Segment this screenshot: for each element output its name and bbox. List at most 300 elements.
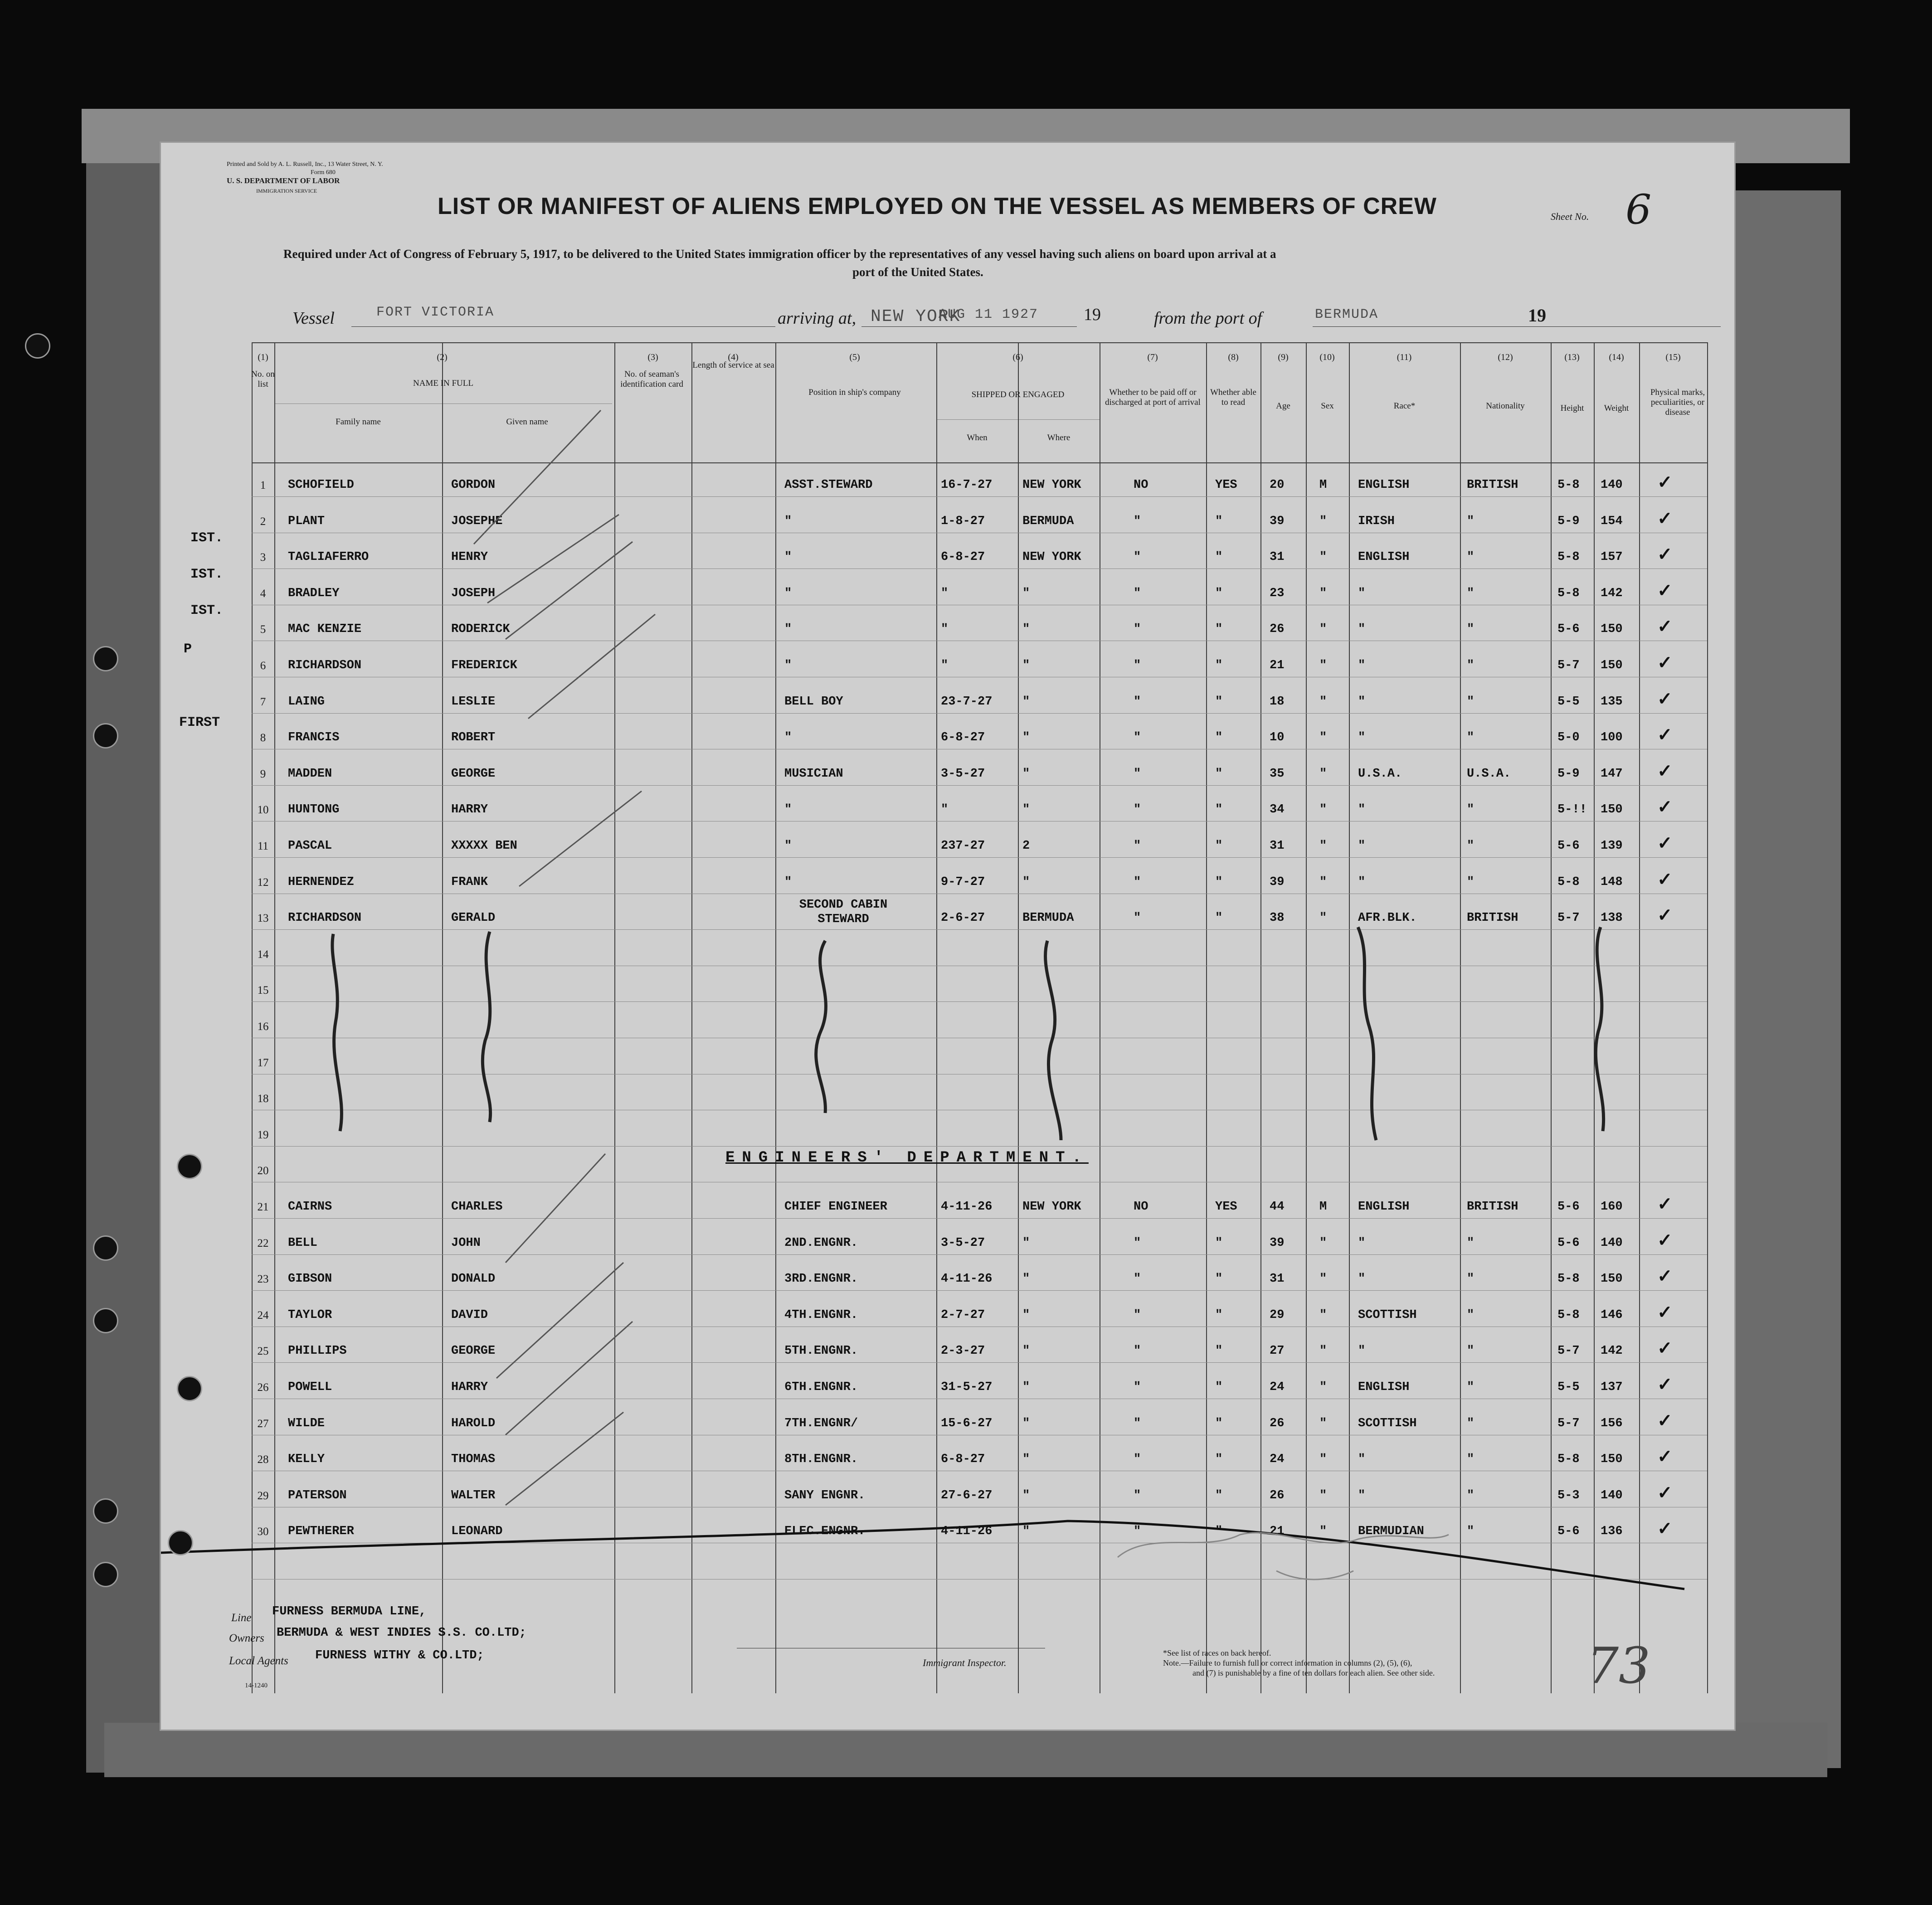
position-cell: " xyxy=(784,550,792,564)
given-name-cell: HAROLD xyxy=(451,1416,496,1430)
sex-cell: M xyxy=(1319,478,1327,492)
age-cell: 24 xyxy=(1270,1453,1285,1467)
check-mark: ✓ xyxy=(1657,724,1673,745)
weight-cell: 150 xyxy=(1601,659,1623,672)
back-sheet-left xyxy=(86,122,168,1773)
row-number: 6 xyxy=(260,660,266,672)
where-cell: 2 xyxy=(1022,839,1030,853)
check-mark: ✓ xyxy=(1657,905,1673,926)
when-cell: 6-8-27 xyxy=(941,550,985,564)
header-id-card: No. of seaman's identification card xyxy=(620,369,683,389)
family-name-cell: RICHARDSON xyxy=(288,911,362,925)
height-cell: 5-6 xyxy=(1557,1525,1580,1539)
position-cell: " xyxy=(784,875,792,889)
age-cell: 27 xyxy=(1270,1344,1285,1358)
row-number: 30 xyxy=(257,1526,269,1538)
sex-cell: " xyxy=(1319,1380,1327,1394)
given-name-cell: GORDON xyxy=(451,478,496,492)
race-cell: " xyxy=(1358,622,1366,637)
race-cell: AFR.BLK. xyxy=(1358,911,1417,925)
where-cell: " xyxy=(1022,1525,1030,1539)
position-cell: " xyxy=(784,731,792,745)
where-cell: " xyxy=(1022,1488,1030,1502)
weight-cell: 154 xyxy=(1601,514,1623,528)
nationality-cell: " xyxy=(1467,1344,1475,1358)
check-mark: ✓ xyxy=(1657,1266,1673,1287)
sex-cell: " xyxy=(1319,911,1327,925)
where-cell: NEW YORK xyxy=(1022,478,1081,492)
height-cell: 5-6 xyxy=(1557,622,1580,637)
header-physical: Physical marks, peculiarities, or disease xyxy=(1650,388,1705,417)
able-read-cell: " xyxy=(1215,731,1223,745)
manifest-title: LIST OR MANIFEST OF ALIENS EMPLOYED ON THE VESSEL AS MEMBERS OF CREW xyxy=(438,193,1437,219)
race-cell: IRISH xyxy=(1358,514,1395,528)
binder-hole xyxy=(93,1235,118,1261)
header-name-in-full: NAME IN FULL xyxy=(413,379,473,388)
position-cell: " xyxy=(784,659,792,672)
weight-cell: 157 xyxy=(1601,550,1623,564)
binder-hole xyxy=(93,1562,118,1587)
able-read-cell: " xyxy=(1215,1525,1223,1539)
given-name-cell: ROBERT xyxy=(451,731,496,745)
binder-hole xyxy=(93,723,118,748)
race-cell: " xyxy=(1358,803,1366,817)
sex-cell: " xyxy=(1319,695,1327,709)
line-label: Line xyxy=(231,1612,252,1624)
header-age: Age xyxy=(1276,401,1290,411)
position-cell: " xyxy=(784,839,792,853)
row-number: 13 xyxy=(257,912,269,925)
sex-cell: " xyxy=(1319,1525,1327,1539)
position-cell: 7TH.ENGNR/ xyxy=(784,1416,858,1430)
able-read-cell: " xyxy=(1215,1236,1223,1250)
able-read-cell: YES xyxy=(1215,1200,1237,1214)
position-cell: CHIEF ENGINEER xyxy=(784,1200,887,1214)
row-number: 24 xyxy=(257,1309,269,1322)
where-cell: " xyxy=(1022,767,1030,781)
weight-cell: 140 xyxy=(1601,1488,1623,1502)
weight-cell: 150 xyxy=(1601,1453,1623,1467)
column-number: (13) xyxy=(1564,352,1580,362)
weight-cell: 148 xyxy=(1601,875,1623,889)
able-read-cell: " xyxy=(1215,1308,1223,1322)
when-cell: 31-5-27 xyxy=(941,1380,993,1394)
age-cell: 21 xyxy=(1270,659,1285,672)
paid-off-cell: " xyxy=(1134,659,1141,672)
given-name-cell: LEONARD xyxy=(451,1525,503,1539)
row-number: 10 xyxy=(257,804,269,816)
weight-cell: 142 xyxy=(1601,586,1623,600)
given-name-cell: JOHN xyxy=(451,1236,481,1250)
race-cell: " xyxy=(1358,659,1366,672)
age-cell: 10 xyxy=(1270,731,1285,745)
paid-off-cell: " xyxy=(1134,622,1141,637)
race-cell: " xyxy=(1358,1344,1366,1358)
where-cell: " xyxy=(1022,586,1030,600)
check-mark: ✓ xyxy=(1657,1230,1673,1250)
check-mark: ✓ xyxy=(1657,652,1673,673)
given-name-cell: GERALD xyxy=(451,911,496,925)
binder-hole xyxy=(177,1376,202,1401)
weight-cell: 137 xyxy=(1601,1380,1623,1394)
able-read-cell: " xyxy=(1215,875,1223,889)
position-cell: BELL BOY xyxy=(784,695,843,709)
family-name-cell: PEWTHERER xyxy=(288,1525,354,1539)
binder-hole xyxy=(25,333,50,359)
paid-off-cell: " xyxy=(1134,1344,1141,1358)
able-read-cell: " xyxy=(1215,550,1223,564)
family-name-cell: RICHARDSON xyxy=(288,659,362,672)
section-heading: ENGINEERS' DEPARTMENT. xyxy=(725,1149,1089,1166)
height-cell: 5-7 xyxy=(1557,659,1580,672)
row-number: 2 xyxy=(260,515,266,528)
where-cell: " xyxy=(1022,1308,1030,1322)
when-cell: 9-7-27 xyxy=(941,875,985,889)
height-cell: 5-8 xyxy=(1557,550,1580,564)
row-number: 12 xyxy=(257,876,269,889)
where-cell: " xyxy=(1022,659,1030,672)
family-name-cell: HERNENDEZ xyxy=(288,875,354,889)
position-cell: SECOND CABIN STEWARD xyxy=(799,898,888,927)
check-mark: ✓ xyxy=(1657,544,1673,565)
race-cell: U.S.A. xyxy=(1358,767,1402,781)
given-name-cell: DONALD xyxy=(451,1272,496,1286)
where-cell: NEW YORK xyxy=(1022,1200,1081,1214)
able-read-cell: " xyxy=(1215,1272,1223,1286)
age-cell: 23 xyxy=(1270,586,1285,600)
check-mark: ✓ xyxy=(1657,797,1673,817)
family-name-cell: MAC KENZIE xyxy=(288,622,362,637)
service-name: IMMIGRATION SERVICE xyxy=(256,188,317,194)
sex-cell: " xyxy=(1319,1488,1327,1502)
race-cell: " xyxy=(1358,1488,1366,1502)
when-cell: 237-27 xyxy=(941,839,985,853)
sex-cell: " xyxy=(1319,659,1327,672)
height-cell: 5-8 xyxy=(1557,478,1580,492)
nationality-cell: " xyxy=(1467,1488,1475,1502)
paid-off-cell: " xyxy=(1134,911,1141,925)
paid-off-cell: " xyxy=(1134,695,1141,709)
check-mark: ✓ xyxy=(1657,472,1673,492)
where-cell: " xyxy=(1022,1380,1030,1394)
nationality-cell: " xyxy=(1467,695,1475,709)
given-name-cell: FRANK xyxy=(451,875,488,889)
age-cell: 31 xyxy=(1270,1272,1285,1286)
ditto-strokes xyxy=(161,143,1734,1730)
paid-off-cell: " xyxy=(1134,1308,1141,1322)
family-name-cell: BRADLEY xyxy=(288,586,340,600)
subtitle-line-1: Required under Act of Congress of February 5, 1917, to be delivered to the United States immigration officer by the representatives of any vessel having such aliens on board upon arrival at a xyxy=(283,247,1276,261)
race-cell: SCOTTISH xyxy=(1358,1308,1417,1322)
height-cell: 5-3 xyxy=(1557,1488,1580,1502)
row-number: 25 xyxy=(257,1345,269,1358)
column-number: (9) xyxy=(1278,352,1289,362)
header-position: Position in ship's company xyxy=(808,388,901,397)
nationality-cell: " xyxy=(1467,622,1475,637)
where-cell: BERMUDA xyxy=(1022,514,1074,528)
height-cell: 5-5 xyxy=(1557,695,1580,709)
able-read-cell: " xyxy=(1215,659,1223,672)
height-cell: 5-7 xyxy=(1557,911,1580,925)
family-name-cell: CAIRNS xyxy=(288,1200,332,1214)
form-code: 14-1240 xyxy=(245,1682,268,1689)
age-cell: 35 xyxy=(1270,767,1285,781)
year-label: 19 xyxy=(1084,305,1101,324)
row-number: 22 xyxy=(257,1237,269,1249)
when-cell: 23-7-27 xyxy=(941,695,993,709)
paid-off-cell: " xyxy=(1134,1380,1141,1394)
able-read-cell: " xyxy=(1215,695,1223,709)
row-number: 26 xyxy=(257,1381,269,1394)
binder-hole xyxy=(93,1498,118,1524)
from-port-label: from the port of xyxy=(1154,309,1262,328)
race-cell: " xyxy=(1358,1236,1366,1250)
row-number: 16 xyxy=(257,1021,269,1033)
where-cell: BERMUDA xyxy=(1022,911,1074,925)
column-number: (15) xyxy=(1665,352,1681,362)
family-name-cell: HUNTONG xyxy=(288,803,340,817)
check-mark: ✓ xyxy=(1657,1338,1673,1359)
given-name-cell: JOSEPHE xyxy=(451,514,503,528)
when-cell: 3-5-27 xyxy=(941,767,985,781)
row-number: 7 xyxy=(260,695,266,708)
family-name-cell: FRANCIS xyxy=(288,731,340,745)
able-read-cell: " xyxy=(1215,1488,1223,1502)
family-name-cell: MADDEN xyxy=(288,767,332,781)
nationality-cell: BRITISH xyxy=(1467,1200,1518,1214)
able-read-cell: " xyxy=(1215,514,1223,528)
position-cell: 3RD.ENGNR. xyxy=(784,1272,858,1286)
agents-name: FURNESS WITHY & CO.LTD; xyxy=(315,1649,484,1662)
binder-hole xyxy=(177,1154,202,1179)
nationality-cell: U.S.A. xyxy=(1467,767,1511,781)
owners-name: BERMUDA & WEST INDIES S.S. CO.LTD; xyxy=(277,1626,526,1640)
age-cell: 18 xyxy=(1270,695,1285,709)
position-cell: " xyxy=(784,803,792,817)
race-cell: " xyxy=(1358,875,1366,889)
able-read-cell: " xyxy=(1215,839,1223,853)
given-name-cell: FREDERICK xyxy=(451,659,517,672)
page-number: 73 xyxy=(1587,1637,1650,1695)
paid-off-cell: " xyxy=(1134,1453,1141,1467)
sex-cell: " xyxy=(1319,622,1327,637)
sex-cell: " xyxy=(1319,803,1327,817)
sex-cell: " xyxy=(1319,1344,1327,1358)
when-cell: 3-5-27 xyxy=(941,1236,985,1250)
check-mark: ✓ xyxy=(1657,760,1673,781)
header-nationality: Nationality xyxy=(1486,401,1525,411)
race-cell: ENGLISH xyxy=(1358,1200,1410,1214)
height-cell: 5-8 xyxy=(1557,1272,1580,1286)
position-cell: ASST.STEWARD xyxy=(784,478,873,492)
sex-cell: " xyxy=(1319,550,1327,564)
arrival-port: NEW YORK xyxy=(871,307,961,326)
when-cell: 4-11-26 xyxy=(941,1200,993,1214)
when-cell: 4-11-26 xyxy=(941,1272,993,1286)
header-paid-off: Whether to be paid off or discharged at port of arrival xyxy=(1105,388,1201,407)
position-cell: " xyxy=(784,586,792,600)
line-name: FURNESS BERMUDA LINE, xyxy=(272,1605,427,1618)
binder-hole xyxy=(93,646,118,671)
printer-line: Printed and Sold by A. L. Russell, Inc., 13 Water Street, N. Y. xyxy=(227,161,383,168)
department-name: U. S. DEPARTMENT OF LABOR xyxy=(227,176,340,185)
given-name-cell: GEORGE xyxy=(451,767,496,781)
row-number: 1 xyxy=(260,479,266,491)
nationality-cell: " xyxy=(1467,659,1475,672)
race-cell: " xyxy=(1358,731,1366,745)
check-mark: ✓ xyxy=(1657,1446,1673,1467)
row-number: 18 xyxy=(257,1093,269,1105)
column-number: (10) xyxy=(1319,352,1335,362)
able-read-cell: YES xyxy=(1215,478,1237,492)
able-read-cell: " xyxy=(1215,767,1223,781)
sex-cell: " xyxy=(1319,731,1327,745)
where-cell: " xyxy=(1022,695,1030,709)
age-cell: 20 xyxy=(1270,478,1285,492)
arrival-date: AUG 11 1927 xyxy=(939,307,1039,322)
check-mark: ✓ xyxy=(1657,1518,1673,1539)
race-cell: " xyxy=(1358,1453,1366,1467)
row-number: 3 xyxy=(260,551,266,564)
paid-off-cell: " xyxy=(1134,1416,1141,1430)
vessel-label: Vessel xyxy=(292,309,335,328)
able-read-cell: " xyxy=(1215,803,1223,817)
given-name-cell: LESLIE xyxy=(451,695,496,709)
family-name-cell: POWELL xyxy=(288,1380,332,1394)
sex-cell: " xyxy=(1319,514,1327,528)
age-cell: 39 xyxy=(1270,1236,1285,1250)
sex-cell: " xyxy=(1319,586,1327,600)
check-mark: ✓ xyxy=(1657,869,1673,889)
where-cell: " xyxy=(1022,875,1030,889)
position-cell: ELEC.ENGNR. xyxy=(784,1525,866,1539)
nationality-cell: " xyxy=(1467,875,1475,889)
check-mark: ✓ xyxy=(1657,580,1673,601)
family-name-cell: KELLY xyxy=(288,1453,325,1467)
races-note: *See list of races on back hereof. xyxy=(1163,1648,1271,1657)
from-port: BERMUDA xyxy=(1315,307,1379,322)
age-cell: 24 xyxy=(1270,1380,1285,1394)
age-cell: 39 xyxy=(1270,875,1285,889)
where-cell: " xyxy=(1022,1272,1030,1286)
paid-off-cell: NO xyxy=(1134,1200,1148,1214)
weight-cell: 160 xyxy=(1601,1200,1623,1214)
height-cell: 5-!! xyxy=(1557,803,1587,817)
margin-note: IST. xyxy=(190,567,224,582)
back-sheet-right xyxy=(1732,190,1841,1768)
height-cell: 5-6 xyxy=(1557,839,1580,853)
when-cell: 27-6-27 xyxy=(941,1488,993,1502)
family-name-cell: BELL xyxy=(288,1236,317,1250)
given-name-cell: HARRY xyxy=(451,1380,488,1394)
header-able-read: Whether able to read xyxy=(1210,388,1256,407)
where-cell: " xyxy=(1022,1453,1030,1467)
column-number: (4) xyxy=(728,352,739,362)
inspector-label: Immigrant Inspector. xyxy=(923,1657,1007,1668)
subtitle-line-2: port of the United States. xyxy=(852,265,983,279)
paid-off-cell: " xyxy=(1134,550,1141,564)
sex-cell: " xyxy=(1319,875,1327,889)
header-family-name: Family name xyxy=(336,417,381,427)
check-mark: ✓ xyxy=(1657,688,1673,709)
able-read-cell: " xyxy=(1215,1453,1223,1467)
height-cell: 5-9 xyxy=(1557,514,1580,528)
family-name-cell: TAYLOR xyxy=(288,1308,332,1322)
given-name-cell: HENRY xyxy=(451,550,488,564)
row-number: 21 xyxy=(257,1201,269,1213)
age-cell: 44 xyxy=(1270,1200,1285,1214)
row-number: 4 xyxy=(260,587,266,600)
paid-off-cell: " xyxy=(1134,767,1141,781)
nationality-cell: BRITISH xyxy=(1467,911,1518,925)
column-number: (12) xyxy=(1498,352,1513,362)
position-cell: 5TH.ENGNR. xyxy=(784,1344,858,1358)
sex-cell: " xyxy=(1319,1236,1327,1250)
when-cell: 4-11-26 xyxy=(941,1525,993,1539)
header-where: Where xyxy=(1047,433,1071,442)
margin-note: IST. xyxy=(190,530,224,546)
where-cell: " xyxy=(1022,731,1030,745)
binder-hole xyxy=(168,1530,193,1555)
race-cell: ENGLISH xyxy=(1358,1380,1410,1394)
age-cell: 31 xyxy=(1270,550,1285,564)
position-cell: 2ND.ENGNR. xyxy=(784,1236,858,1250)
weight-cell: 136 xyxy=(1601,1525,1623,1539)
manifest-sheet xyxy=(161,143,1734,1730)
given-name-cell: GEORGE xyxy=(451,1344,496,1358)
header-shipped: SHIPPED OR ENGAGED xyxy=(971,390,1065,399)
sheet-number-label: Sheet No. xyxy=(1551,211,1589,222)
age-cell: 26 xyxy=(1270,1416,1285,1430)
where-cell: " xyxy=(1022,1344,1030,1358)
weight-cell: 147 xyxy=(1601,767,1623,781)
family-name-cell: PHILLIPS xyxy=(288,1344,347,1358)
check-mark: ✓ xyxy=(1657,1482,1673,1503)
fine-note-cont: and (7) is punishable by a fine of ten dollars for each alien. See other side. xyxy=(1192,1668,1435,1677)
given-name-cell: WALTER xyxy=(451,1488,496,1502)
height-cell: 5-6 xyxy=(1557,1200,1580,1214)
sheet-number: 6 xyxy=(1625,186,1652,233)
able-read-cell: " xyxy=(1215,1416,1223,1430)
height-cell: 5-7 xyxy=(1557,1416,1580,1430)
check-mark: ✓ xyxy=(1657,833,1673,853)
given-name-cell: THOMAS xyxy=(451,1453,496,1467)
given-name-cell: XXXXX BEN xyxy=(451,839,517,853)
nationality-cell: " xyxy=(1467,1308,1475,1322)
when-cell: 1-8-27 xyxy=(941,514,985,528)
family-name-cell: GIBSON xyxy=(288,1272,332,1286)
column-number: (6) xyxy=(1012,352,1023,362)
given-name-cell: HARRY xyxy=(451,803,488,817)
row-number: 9 xyxy=(260,768,266,780)
paid-off-cell: " xyxy=(1134,1488,1141,1502)
age-cell: 39 xyxy=(1270,514,1285,528)
age-cell: 26 xyxy=(1270,622,1285,637)
arriving-label: arriving at, xyxy=(778,309,857,328)
check-mark: ✓ xyxy=(1657,1302,1673,1322)
given-name-cell: JOSEPH xyxy=(451,586,496,600)
fine-note: Note.—Failure to furnish full or correct information in columns (2), (5), (6), xyxy=(1163,1658,1412,1667)
row-number: 11 xyxy=(257,840,269,852)
weight-cell: 150 xyxy=(1601,622,1623,637)
column-number: (1) xyxy=(258,352,268,362)
weight-cell: 140 xyxy=(1601,1236,1623,1250)
sex-cell: " xyxy=(1319,1416,1327,1430)
weight-cell: 140 xyxy=(1601,478,1623,492)
header-length-service: Length of service at sea xyxy=(692,360,774,370)
column-number: (7) xyxy=(1147,352,1158,362)
header-when: When xyxy=(967,433,988,442)
